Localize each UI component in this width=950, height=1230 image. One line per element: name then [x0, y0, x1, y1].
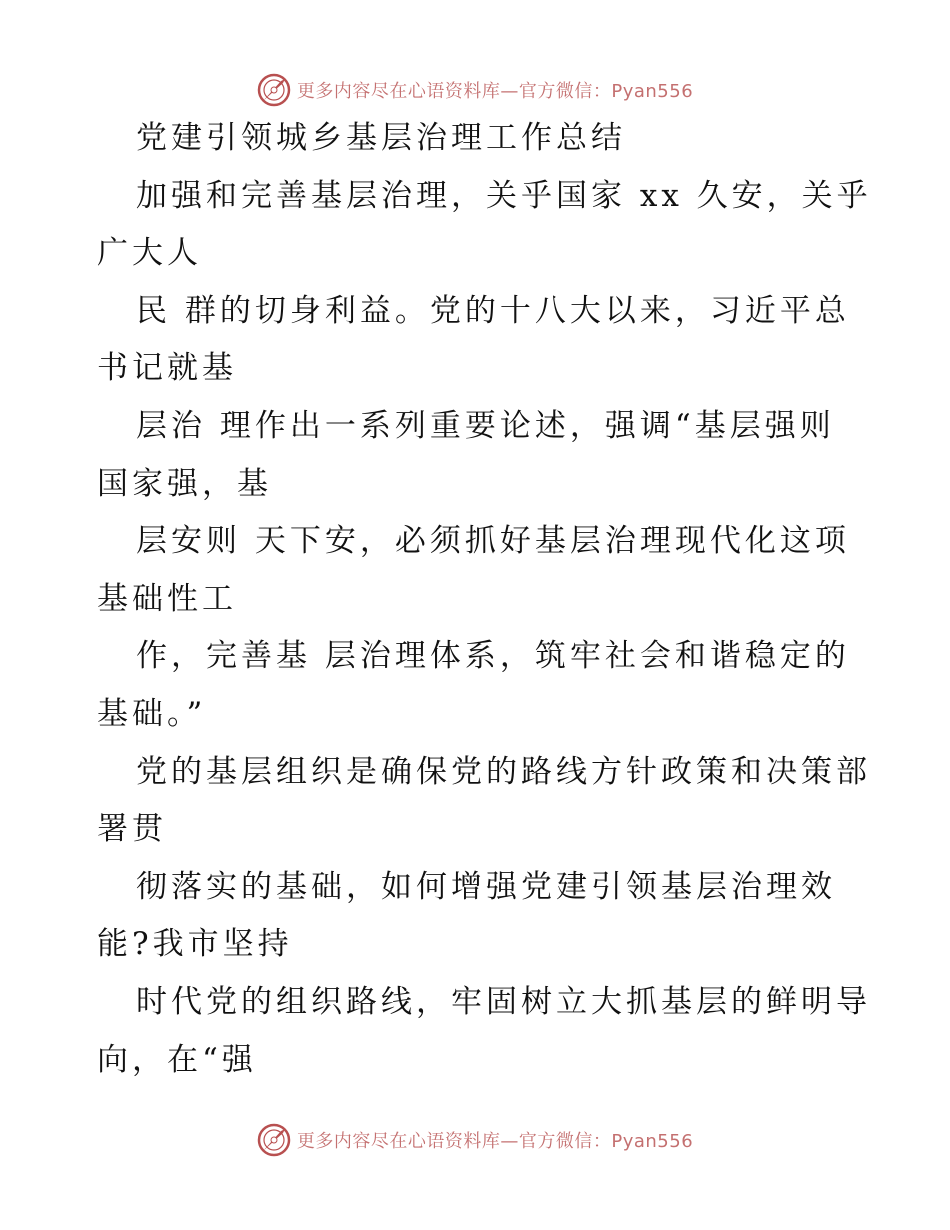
text-line: 党的基层组织是确保党的路线方针政策和决策部 [136, 753, 871, 790]
text-line: 加强和完善基层治理，关乎国家 xx 久安，关乎 [136, 177, 872, 214]
text-line: 基础性工 [97, 580, 237, 617]
banner-text: 更多内容尽在心语资料库—官方微信：Pyan556 [296, 1131, 694, 1152]
text-line: 党建引领城乡基层治理工作总结 [136, 120, 626, 156]
text-line: 书记就基 [97, 350, 237, 387]
text-line: 民 群的切身利益。党的十八大以来，习近平总 [136, 292, 850, 329]
quill-logo-icon [257, 1123, 291, 1157]
text-line: 能?我市坚持 [97, 926, 293, 963]
text-line: 署贯 [97, 811, 167, 848]
text-line: 作，完善基 层治理体系，筑牢社会和谐稳定的 [136, 638, 850, 675]
text-line: 层安则 天下安，必须抓好基层治理现代化这项 [136, 523, 850, 560]
text-line: 国家强，基 [97, 465, 272, 502]
text-line: 向，在“强 [97, 1041, 257, 1078]
text-line: 彻落实的基础，如何增强党建引领基层治理效 [136, 868, 836, 905]
footer-banner [0, 1120, 950, 1160]
header-banner [0, 70, 950, 110]
text-line: 时代党的组织路线，牢固树立大抓基层的鲜明导 [136, 984, 871, 1020]
text-line: 广大人 [97, 235, 202, 272]
quill-logo-icon [257, 73, 291, 107]
text-line: 层治 理作出一系列重要论述，强调“基层强则 [136, 408, 835, 444]
banner-text: 更多内容尽在心语资料库—官方微信：Pyan556 [296, 81, 694, 102]
text-line: 基础。” [97, 696, 207, 732]
